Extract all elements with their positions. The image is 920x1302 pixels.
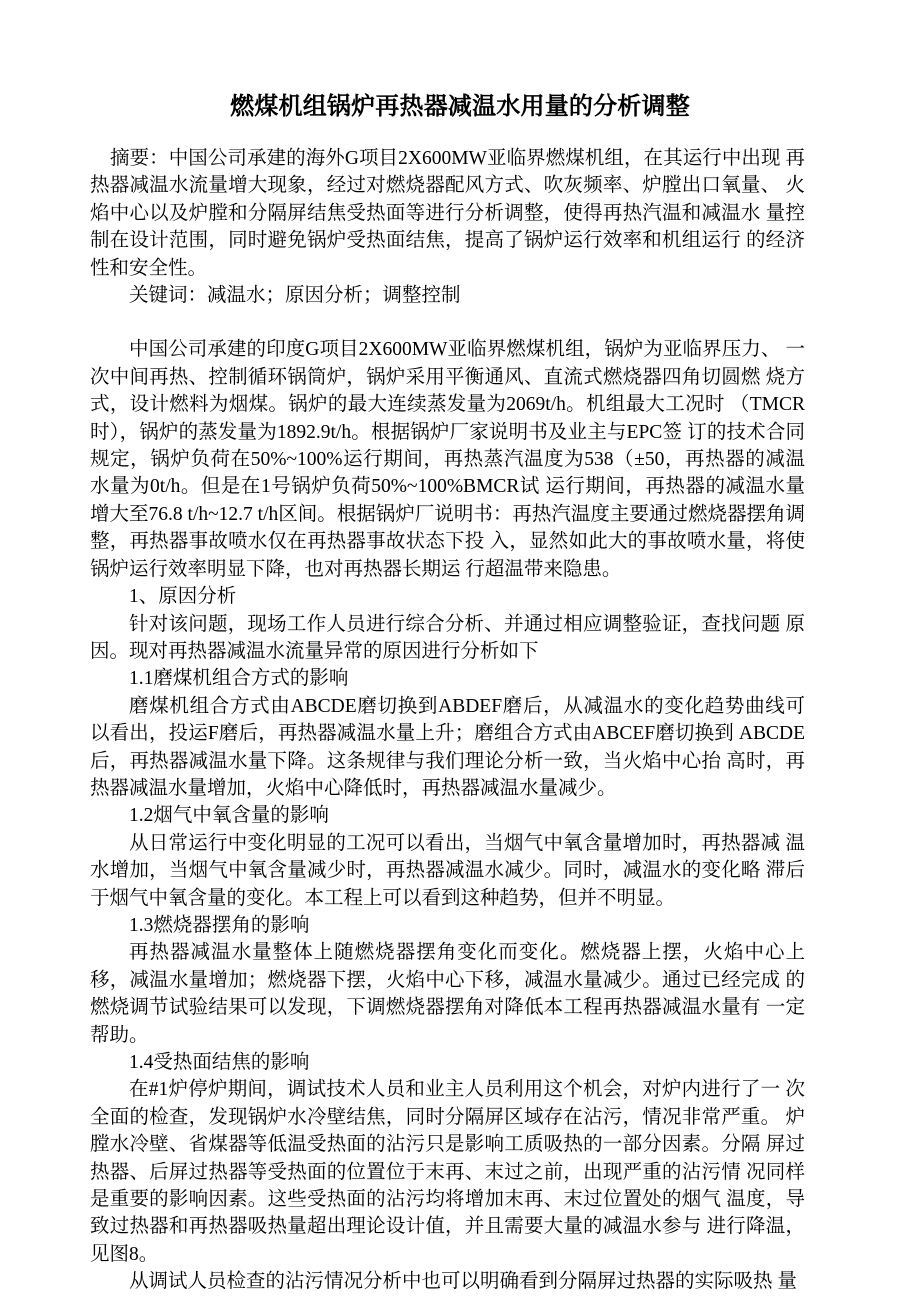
- body-paragraph-1-2: 从日常运行中变化明显的工况可以看出，当烟气中氧含量增加时，再热器减 温水增加，当烟气中氧含量减少时，再热器减温水减少。同时，减温水的变化略 滞后于烟气中氧含量的变化。本工程上可以看到这种趋势，但并不明显。: [90, 832, 805, 909]
- page-title: 燃煤机组锅炉再热器减温水用量的分析调整: [230, 93, 690, 120]
- section-heading-1-4: 1.4受热面结焦的影响: [129, 1052, 310, 1073]
- section-heading-1-2: 1.2烟气中氧含量的影响: [129, 805, 329, 827]
- section-heading-1-1: 1.1磨煤机组合方式的影响: [129, 668, 349, 690]
- section-heading-1: 1、原因分析: [129, 586, 237, 608]
- body-paragraph-1: 针对该问题，现场工作人员进行综合分析、并通过相应调整验证，查找问题 原因。现对再热器减温水流量异常的原因进行分析如下: [90, 613, 805, 662]
- body-paragraph-closing: 从调试人员检查的沾污情况分析中也可以明确看到分隔屏过热器的实际吸热 量: [129, 1271, 797, 1293]
- body-paragraph-1-1: 磨煤机组合方式由ABCDE磨切换到ABDEF磨后，从减温水的变化趋势曲线可 以看出，投运F磨后，再热器减温水量上升；磨组合方式由ABCEF磨切换到 ABCDE后，再热器减温水量下降。这条规律与我们理论分析一致，当火焰中心抬 高时，再热器减温水量增加，火焰中心降低时，再热器减温水量减少。: [90, 695, 805, 799]
- body-paragraph-intro: 中国公司承建的印度G项目2X600MW亚临界燃煤机组，锅炉为亚临界压力、 一次中间再热、控制循环锅筒炉，锅炉采用平衡通风、直流式燃烧器四角切圆燃 烧方式，设计燃料为烟煤。锅炉的最大连续蒸发量为2069t/h。机组最大工况时 （TMCR时），锅炉的蒸发量为1892.9t/h。根据锅炉厂家说明书及业主与EPC签 订的技术合同规定，锅炉负荷在50%~100%运行期间，再热蒸汽温度为538（±50，再热器的减温水量为0t/h。但是在1号锅炉负荷50%~100%BMCR试 运行期间，再热器的减温水量增大至76.8 t/h~12.7 t/h区间。根据锅炉厂说明书：再热汽温度主要通过燃烧器摆角调整，再热器事故喷水仅在再热器事故状态下投 入，显然如此大的事故喷水量，将使锅炉运行效率明显下降，也对再热器长期运 行超温带来隐患。: [90, 339, 805, 580]
- body-paragraph-1-4: 在#1炉停炉期间，调试技术人员和业主人员利用这个机会，对炉内进行了一 次全面的检查，发现锅炉水冷壁结焦，同时分隔屏区域存在沾污，情况非常严重。 炉膛水冷壁、省煤器等低温受热面的沾污只是影响工质吸热的一部分因素。分隔 屏过热器、后屏过热器等受热面的位置位于末再、末过之前，出现严重的沾污情 况同样是重要的影响因素。这些受热面的沾污均将增加末再、末过位置处的烟气 温度，导致过热器和再热器吸热量超出理论设计值，并且需要大量的减温水参与 进行降温，见图8。: [90, 1079, 805, 1265]
- body-paragraph-1-3: 再热器减温水量整体上随燃烧器摆角变化而变化。燃烧器上摆，火焰中心上 移，减温水量增加；燃烧器下摆，火焰中心下移，减温水量减少。通过已经完成 的燃烧调节试验结果可以发现，下调燃烧器摆角对降低本工程再热器减温水量有 一定帮助。: [90, 942, 805, 1046]
- section-heading-1-3: 1.3燃烧器摆角的影响: [129, 914, 310, 936]
- document-body: [0, 145, 920, 1296]
- abstract-paragraph: 摘要：中国公司承建的海外G项目2X600MW亚临界燃煤机组，在其运行中出现 再热器减温水流量增大现象，经过对燃烧器配风方式、吹灰频率、炉膛出口氧量、 火焰中心以及炉膛和分隔屏结焦受热面等进行分析调整，使得再热汽温和减温水 量控制在设计范围，同时避免锅炉受热面结焦，提高了锅炉运行效率和机组运行 的经济性和安全性。: [90, 148, 805, 279]
- keywords-line: 关键词：减温水；原因分析；调整控制: [129, 285, 461, 307]
